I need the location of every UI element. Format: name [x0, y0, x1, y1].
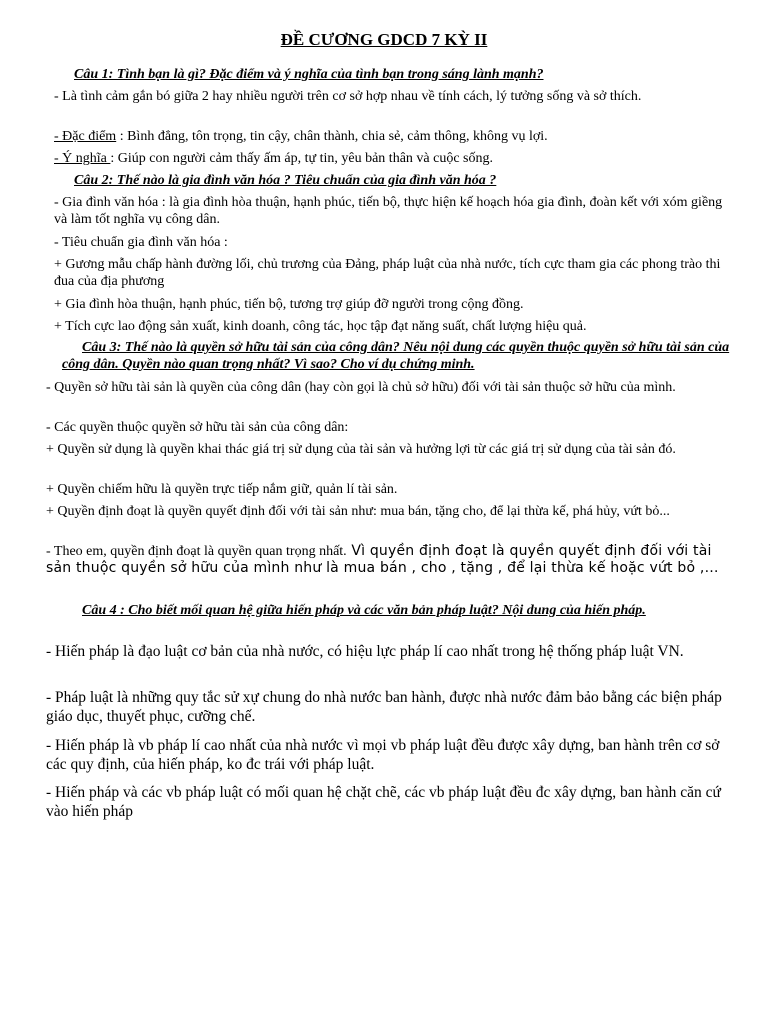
q2-heading: Câu 2: Thế nào là gia đình văn hóa ? Tiêu chuẩn của gia đình văn hóa ?	[74, 173, 497, 188]
q4-answer-1: - Hiến pháp là đạo luật cơ bản của nhà nước, có hiệu lực pháp lí cao nhất trong hệ thống pháp luật VN.	[46, 643, 684, 660]
q1-meaning-label: - Ý nghĩa	[54, 151, 111, 166]
q4-answer-4: - Hiến pháp và các vb pháp luật có mối quan hệ chặt chẽ, các vb pháp luật đều đc xây dựng, ban hành căn cứ vào hiến pháp	[46, 784, 721, 820]
q2-definition: - Gia đình văn hóa : là gia đình hòa thuận, hạnh phúc, tiến bộ, thực hiện kế hoạch hóa gia đình, đoàn kết với xóm giềng và làm tốt nghĩa vụ công dân.	[54, 195, 723, 227]
q2-criterion-2: + Gia đình hòa thuận, hạnh phúc, tiến bộ, tương trợ giúp đỡ người trong cộng đồng.	[54, 297, 524, 312]
q3-opinion-b: Vì quyền định đoạt là quyền quyết định đối với tài sản thuộc quyền sở hữu của mình như là mua bán , cho , tặng , để lại thừa kế hoặc vứt bỏ ,…	[46, 543, 719, 576]
q1-heading: Câu 1: Tình bạn là gì? Đặc điểm và ý nghĩa của tình bạn trong sáng lành mạnh?	[74, 67, 544, 82]
q4-heading: Câu 4 : Cho biết mối quan hệ giữa hiến pháp và các văn bản pháp luật? Nội dung của hiến pháp.	[82, 603, 646, 618]
q3-opinion-a: - Theo em, quyền định đoạt là quyền quan trọng nhất.	[46, 544, 347, 559]
q3-rights-intro: - Các quyền thuộc quyền sở hữu tài sản của công dân:	[46, 420, 349, 435]
q3-heading: Câu 3: Thế nào là quyền sở hữu tài sản của công dân? Nêu nội dung các quyền thuộc quyền sở hữu tài sản của công dân. Quyền nào quan trọng nhất? Vì sao? Cho ví dụ chứng minh.	[62, 340, 730, 372]
q4-answer-2: - Pháp luật là những quy tắc sử xự chung do nhà nước ban hành, được nhà nước đảm bảo bằng các biện pháp giáo dục, thuyết phục, cưỡng chế.	[46, 689, 722, 725]
q3-right-3: + Quyền định đoạt là quyền quyết định đối với tài sản như: mua bán, tặng cho, để lại thừa kế, phá hủy, vứt bỏ...	[46, 504, 670, 519]
q3-right-1: + Quyền sử dụng là quyền khai thác giá trị sử dụng của tài sản và hưởng lợi từ các giá trị sử dụng của tài sản đó.	[46, 442, 676, 457]
q3-definition: - Quyền sở hữu tài sản là quyền của công dân (hay còn gọi là chủ sở hữu) đối với tài sản thuộc sở hữu của mình.	[46, 380, 676, 395]
q3-opinion	[46, 543, 736, 577]
q1-feature	[54, 128, 734, 145]
q3-right-2: + Quyền chiếm hữu là quyền trực tiếp nắm giữ, quản lí tài sản.	[46, 482, 398, 497]
q1-feature-text: : Bình đẳng, tôn trọng, tin cậy, chân thành, chia sẻ, cảm thông, không vụ lợi.	[116, 129, 548, 144]
q2-criterion-1: + Gương mẫu chấp hành đường lối, chủ trương của Đảng, pháp luật của nhà nước, tích cực tham gia các phong trào thi đua của địa phương	[54, 257, 721, 289]
q4-answer-3: - Hiến pháp là vb pháp lí cao nhất của nhà nước vì mọi vb pháp luật đều được xây dựng, ban hành trên cơ sở các quy định, của hiến pháp, ko đc trái với pháp luật.	[46, 737, 720, 773]
q1-definition: - Là tình cảm gắn bó giữa 2 hay nhiều người trên cơ sở hợp nhau về tính cách, lý tưởng sống và sở thích.	[54, 89, 642, 104]
q1-feature-label: - Đặc điểm	[54, 129, 117, 144]
q2-criterion-3: + Tích cực lao động sản xuất, kinh doanh, công tác, học tập đạt năng suất, chất lượng hiệu quả.	[54, 319, 587, 334]
q1-meaning-text: : Giúp con người cảm thấy ấm áp, tự tin, yêu bản thân và cuộc sống.	[110, 151, 493, 166]
document-title: ĐỀ CƯƠNG GDCD 7 KỲ II	[280, 30, 488, 49]
q1-meaning	[54, 150, 734, 167]
q2-criteria-intro: - Tiêu chuẩn gia đình văn hóa :	[54, 235, 228, 250]
